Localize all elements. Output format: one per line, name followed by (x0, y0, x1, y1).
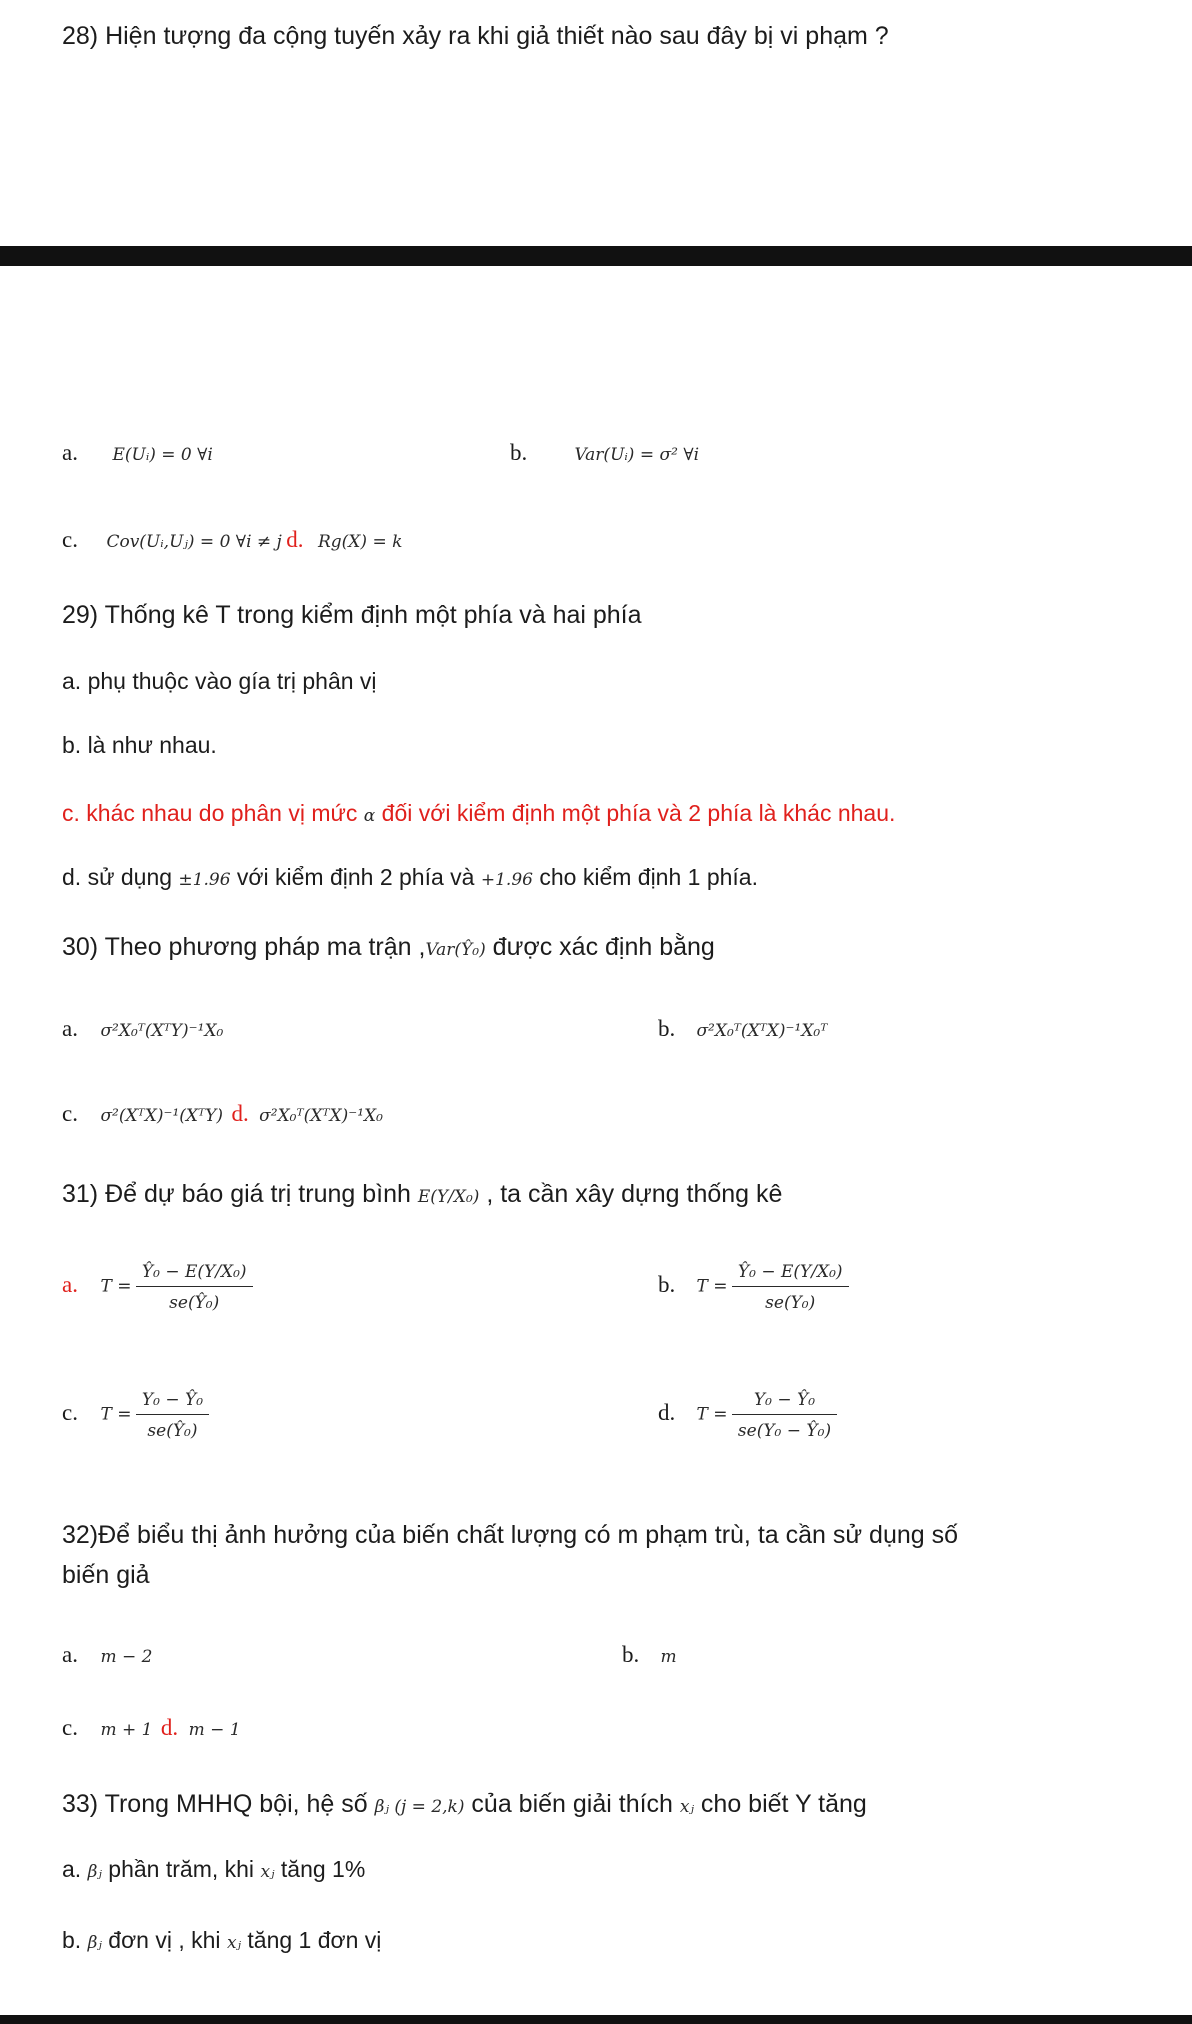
q29-c-alpha: α (363, 806, 376, 826)
q29-option-c (62, 800, 895, 827)
q30-b-expr: σ²X₀ᵀ(XᵀX)⁻¹X₀ᵀ (696, 1021, 828, 1041)
q31-a-fraction (136, 1262, 253, 1313)
q32-b-label: b. (622, 1642, 640, 1667)
q31-b-numerator: Ŷ₀ − E(Y/X₀) (732, 1262, 849, 1287)
q30-a-label: a. (62, 1016, 78, 1041)
q29-c-pre: c. khác nhau do phân vị mức (62, 800, 364, 826)
q29-option-a: a. phụ thuộc vào gía trị phân vị (62, 668, 377, 694)
q28-b-expr: Var(Uᵢ) = σ² ∀i (574, 445, 700, 465)
q33-question-post: của biến giải thích (464, 1790, 680, 1818)
q33-a-post: tăng 1% (274, 1856, 366, 1882)
q28-option-b (510, 440, 699, 466)
q31-c-denominator: se(Ŷ₀) (147, 1421, 198, 1441)
redaction-bar-top (0, 246, 1192, 266)
q29-d-m2: +1.96 (480, 870, 533, 890)
q33-question-pre: 33) Trong MHHQ bội, hệ số (62, 1790, 375, 1818)
q31-question-math: E(Y/X₀) (417, 1187, 480, 1207)
q31-b-fraction (732, 1262, 849, 1313)
q28-option-a (62, 440, 213, 466)
q30-c-expr: σ²(XᵀX)⁻¹(XᵀY) (100, 1106, 223, 1126)
bottom-border-bar (0, 2015, 1192, 2024)
q33-option-a (62, 1856, 365, 1883)
q29-question: 29) Thống kê T trong kiểm định một phía và hai phía (62, 601, 642, 629)
q31-a-lhs: T = (100, 1276, 132, 1297)
q30-a-expr: σ²X₀ᵀ(XᵀY)⁻¹X₀ (100, 1021, 224, 1041)
q31-d-fraction (732, 1390, 837, 1441)
q31-a-label: a. (62, 1271, 78, 1297)
q31-c-numerator: Y₀ − Ŷ₀ (136, 1390, 209, 1415)
q30-b-label: b. (658, 1016, 676, 1041)
q31-d-denominator: se(Y₀ − Ŷ₀) (737, 1421, 832, 1441)
q31-option-c (62, 1390, 209, 1441)
q32-option-b (622, 1642, 677, 1668)
q29-d-mid: với kiểm định 2 phía và (230, 864, 481, 890)
q31-d-label: d. (658, 1399, 676, 1425)
q31-option-d (658, 1390, 837, 1441)
q28-a-expr: E(Uᵢ) = 0 ∀i (112, 445, 213, 465)
q28-question: 28) Hiện tượng đa cộng tuyến xảy ra khi giả thiết nào sau đây bị vi phạm ? (62, 22, 889, 50)
q32-d-label: d. (160, 1715, 179, 1740)
q33-question-end: cho biết Y tăng (693, 1790, 867, 1818)
q32-b-expr: m (660, 1647, 677, 1667)
q32-a-label: a. (62, 1642, 78, 1667)
q28-option-c (62, 527, 402, 553)
q33-question-math: βⱼ (j = 2,k) (374, 1797, 465, 1817)
q31-b-denominator: se(Y₀) (765, 1293, 816, 1313)
q28-b-label: b. (510, 440, 528, 465)
q28-a-label: a. (62, 440, 78, 465)
q33-a-mid: phần trăm, khi (101, 1856, 261, 1882)
q32-d-expr: m − 1 (188, 1720, 241, 1740)
q33-b-math2: xⱼ (226, 1933, 242, 1953)
q29-option-d (62, 864, 758, 891)
q28-c-expr: Cov(Uᵢ,Uⱼ) = 0 ∀i ≠ j (106, 532, 282, 552)
q31-question (62, 1180, 782, 1209)
q30-question-math: Var(Ŷ₀) (425, 940, 486, 960)
q28-c-label: c. (62, 527, 78, 552)
q31-c-label: c. (62, 1399, 78, 1425)
q33-option-b (62, 1927, 381, 1954)
q31-b-label: b. (658, 1271, 676, 1297)
q30-question-post: được xác định bằng (485, 933, 715, 961)
q32-option-c (62, 1715, 241, 1741)
q30-option-a (62, 1016, 223, 1042)
q31-option-b (658, 1262, 849, 1313)
q29-d-post: cho kiểm định 1 phía. (532, 864, 758, 890)
q28-d-label: d. (286, 527, 304, 552)
q29-d-m1: ±1.96 (178, 870, 231, 890)
q33-b-post: tăng 1 đơn vị (241, 1927, 382, 1953)
q33-a-math2: xⱼ (260, 1862, 275, 1882)
q30-question-pre: 30) Theo phương pháp ma trận , (62, 933, 426, 961)
q31-c-lhs: T = (100, 1404, 132, 1425)
q29-c-post: đối với kiểm định một phía và 2 phía là khác nhau. (375, 800, 896, 826)
q33-question (62, 1790, 867, 1819)
q30-option-b (658, 1016, 827, 1042)
q31-d-numerator: Y₀ − Ŷ₀ (732, 1390, 837, 1415)
q30-c-label: c. (62, 1101, 78, 1126)
q31-a-denominator: se(Ŷ₀) (169, 1293, 220, 1313)
q33-a-math: βⱼ (87, 1862, 102, 1882)
q33-question-math2: xⱼ (679, 1797, 694, 1817)
q30-option-c (62, 1101, 383, 1127)
q31-a-numerator: Ŷ₀ − E(Y/X₀) (136, 1262, 253, 1287)
q29-option-b: b. là như nhau. (62, 732, 217, 758)
q32-option-a (62, 1642, 152, 1668)
q28-d-expr: Rg(X) = k (317, 532, 403, 552)
q33-b-math: βⱼ (87, 1933, 102, 1953)
q31-question-pre: 31) Để dự báo giá trị trung bình (62, 1180, 418, 1208)
q31-c-fraction (136, 1390, 209, 1441)
q33-b-pre: b. (62, 1927, 88, 1953)
q30-d-expr: σ²X₀ᵀ(XᵀX)⁻¹X₀ (259, 1106, 383, 1126)
q32-c-expr: m + 1 (100, 1720, 153, 1740)
q32-question-line1: 32)Để biểu thị ảnh hưởng của biến chất lượng có m phạm trù, ta cần sử dụng số (62, 1521, 959, 1549)
q33-b-mid: đơn vị , khi (101, 1927, 227, 1953)
q32-question-line2: biến giả (62, 1561, 150, 1589)
q32-c-label: c. (62, 1715, 78, 1740)
q31-b-lhs: T = (696, 1276, 728, 1297)
q33-a-pre: a. (62, 1856, 88, 1882)
q30-question (62, 933, 715, 962)
q31-d-lhs: T = (696, 1404, 728, 1425)
q29-d-pre: d. sử dụng (62, 864, 179, 890)
q31-option-a (62, 1262, 253, 1313)
q30-d-label: d. (231, 1101, 249, 1126)
q31-question-post: , ta cần xây dựng thống kê (479, 1180, 783, 1208)
q32-a-expr: m − 2 (100, 1647, 153, 1667)
